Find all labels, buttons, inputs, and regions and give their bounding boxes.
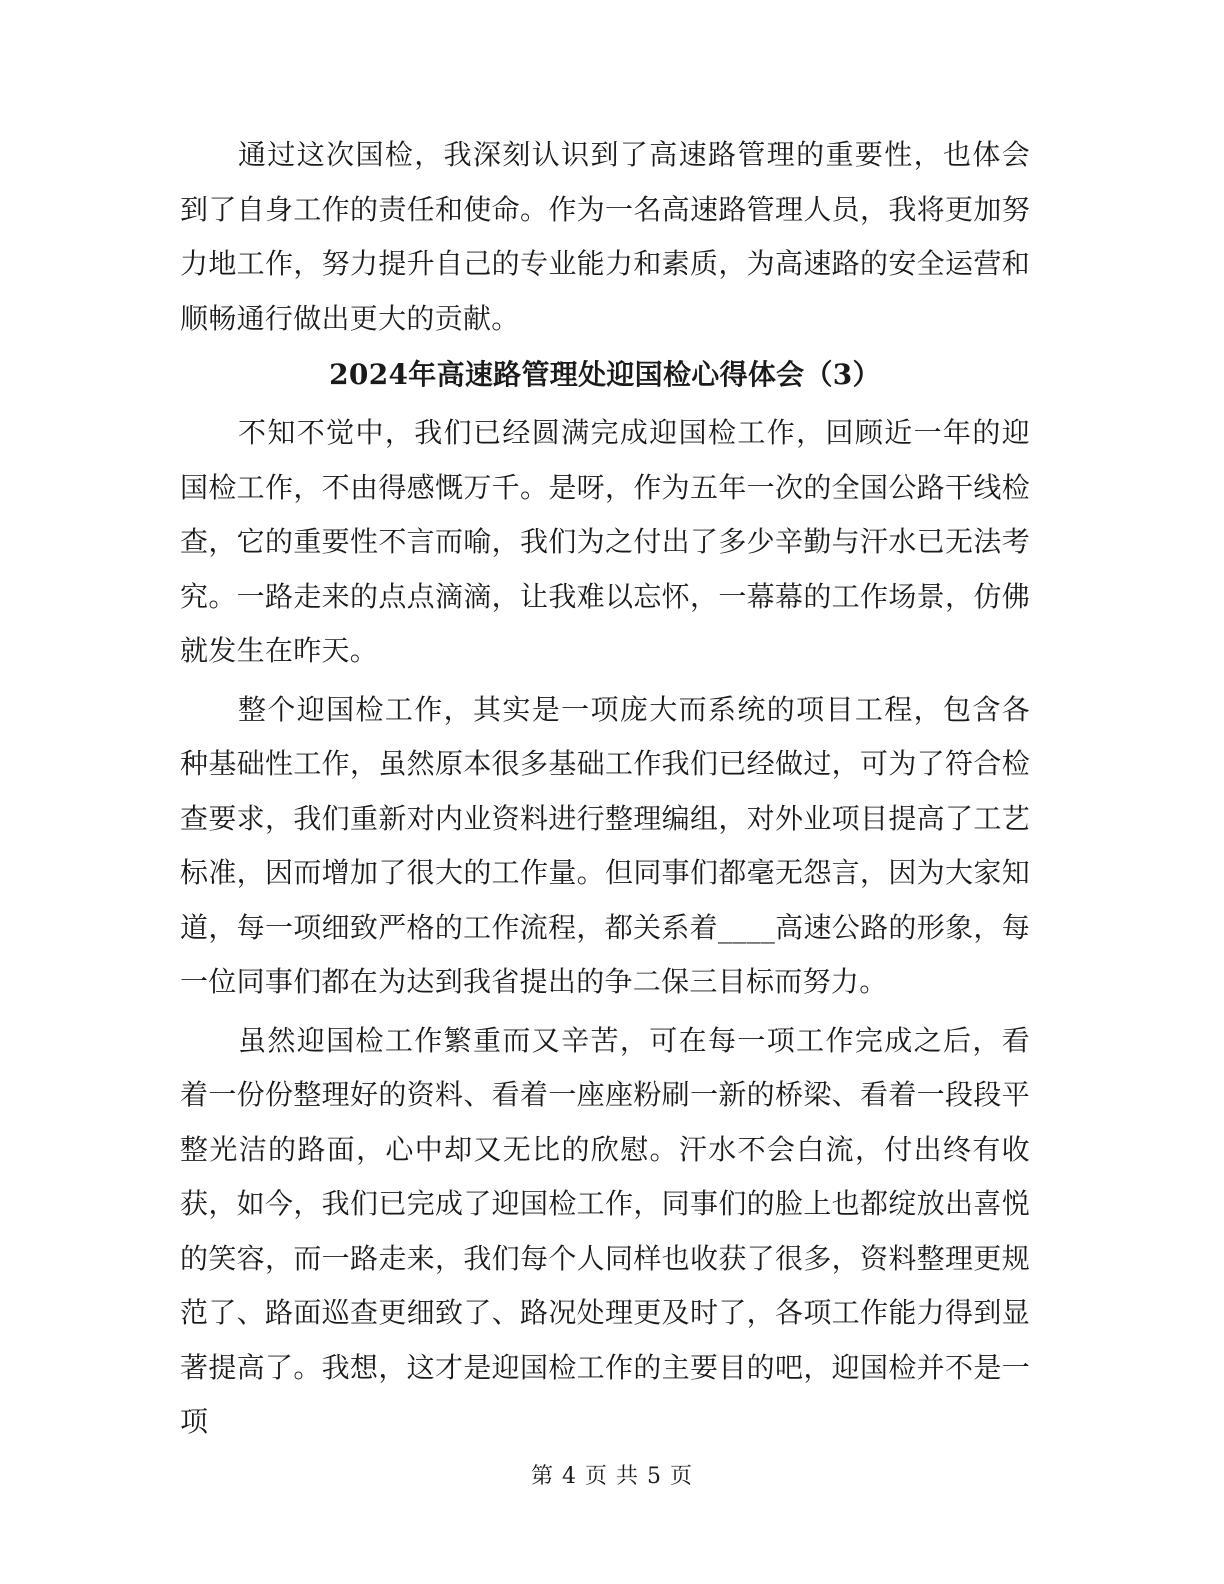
paragraph-reflection: 虽然迎国检工作繁重而又辛苦，可在每一项工作完成之后，看着一份份整理好的资料、看着一座座粉刷一新的桥梁、看着一段段平整光洁的路面，心中却又无比的欣慰。汗水不会白流，付出终有收获，如今，我们已完成了迎国检工作，同事们的脸上也都绽放出喜悦的笑容，而一路走来，我们每个人同样也收获了很多，资料整理更规范了、路面巡查更细致了、路况处理更及时了，各项工作能力得到显著提高了。我想，这才是迎国检工作的主要目的吧，迎国检并不是一项	[180, 1023, 1030, 1438]
paragraph-conclusion: 通过这次国检，我深刻认识到了高速路管理的重要性，也体会到了自身工作的责任和使命。作为一名高速路管理人员，我将更加努力地工作，努力提升自己的专业能力和素质，为高速路的安全运营和顺畅通行做出更大的贡献。	[180, 138, 1030, 335]
document-body	[180, 128, 1030, 1450]
paragraph-intro: 不知不觉中，我们已经圆满完成迎国检工作，回顾近一年的迎国检工作，不由得感慨万千。是呀，作为五年一次的全国公路干线检查，它的重要性不言而喻，我们为之付出了多少辛勤与汗水已无法考究。一路走来的点点滴滴，让我难以忘怀，一幕幕的工作场景，仿佛就发生在昨天。	[180, 416, 1030, 667]
paragraph-work-project: 整个迎国检工作，其实是一项庞大而系统的项目工程，包含各种基础性工作，虽然原本很多基础工作我们已经做过，可为了符合检查要求，我们重新对内业资料进行整理编组，对外业项目提高了工艺标准，因而增加了很大的工作量。但同事们都毫无怨言，因为大家知道，每一项细致严格的工作流程，都关系着____高速公路的形象，每一位同事们都在为达到我省提出的争二保三目标而努力。	[180, 692, 1030, 998]
section-heading: 2024年高速路管理处迎国检心得体会（3）	[329, 358, 881, 391]
page-footer: 第 4 页 共 5 页	[531, 1464, 693, 1489]
